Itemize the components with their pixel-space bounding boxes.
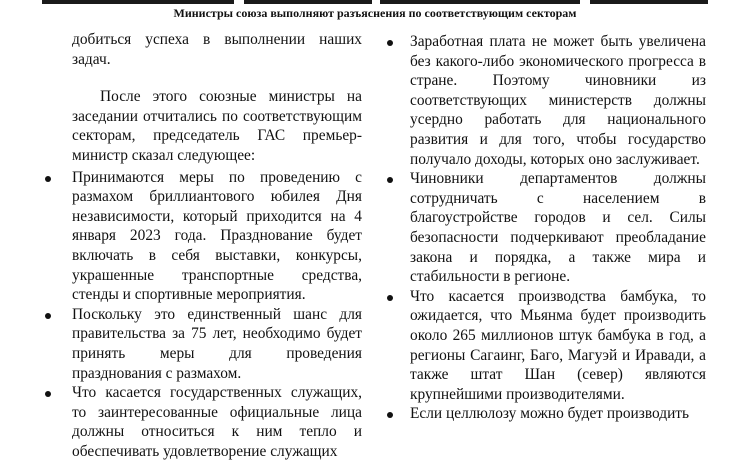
bullet-icon <box>387 177 393 183</box>
bullet-icon <box>387 40 393 46</box>
continued-paragraph: добиться успеха в выполнении наших задач. <box>72 31 362 68</box>
bullet-item <box>40 383 362 461</box>
bullet-icon <box>387 295 393 301</box>
bullet-item <box>386 169 706 287</box>
bullet-text: Принимаются меры по проведению с размахом бриллиантового юбилея Дня независимости, который приходится на 4 января 2023 года. Празднование будет включать в себя выставки, конкурсы, украшенные транспортные средства, стенды и спортивные мероприятия. <box>72 168 362 304</box>
bullet-item <box>386 287 706 405</box>
photo-edge <box>244 0 372 4</box>
bullet-text: Что касается производства бамбука, то ожидается, что Мьянма будет производить около 265 миллионов штук бамбука в год, а регионы Сагаинг, Баго, Магуэй и Иравади, а также штат Шан (север) являются крупнейшими производителями. <box>410 287 706 403</box>
photo-edge <box>42 0 234 4</box>
bullet-text: Что касается государственных служащих, то заинтересованные официальные лица должны относиться к ним тепло и обеспечивать удовлетворение служащих <box>72 384 362 460</box>
left-column <box>40 30 362 461</box>
right-column <box>386 30 706 424</box>
bullet-item <box>386 404 706 424</box>
bullet-item <box>40 168 362 305</box>
photo-edge <box>590 0 708 4</box>
photo-caption: Министры союза выполняют разъяснения по соответствующим секторам <box>173 6 577 20</box>
bullet-item <box>40 305 362 383</box>
bullet-text: Если целлюлозу можно будет производить <box>410 405 690 423</box>
intro-paragraph: После этого союзные министры на заседании отчитались по соответствующим секторам, председатель ГАС премьер-министр сказал следующее: <box>72 88 362 164</box>
photo-strip <box>0 0 750 4</box>
bullet-item <box>386 32 706 169</box>
bullet-icon <box>387 412 393 418</box>
bullet-icon <box>45 391 51 397</box>
bullet-icon <box>45 313 51 319</box>
bullet-text: Чиновники департаментов должны сотрудничать с населением в благоустройстве городов и сел. Силы безопасности подчеркивают преобладание закона и порядка, а также мира и стабильности в регионе. <box>410 170 706 286</box>
photo-edge <box>380 0 580 4</box>
bullet-text: Поскольку это единственный шанс для правительства за 75 лет, необходимо будет принять меры для проведения празднования с размахом. <box>72 305 362 382</box>
bullet-text: Заработная плата не может быть увеличена без какого-либо экономического прогресса в стране. Поэтому чиновники из соответствующих министерств должны усердно работать для национального развития и для того, чтобы государство получало доходы, которых оно заслуживает. <box>410 33 706 168</box>
bullet-icon <box>45 176 51 182</box>
